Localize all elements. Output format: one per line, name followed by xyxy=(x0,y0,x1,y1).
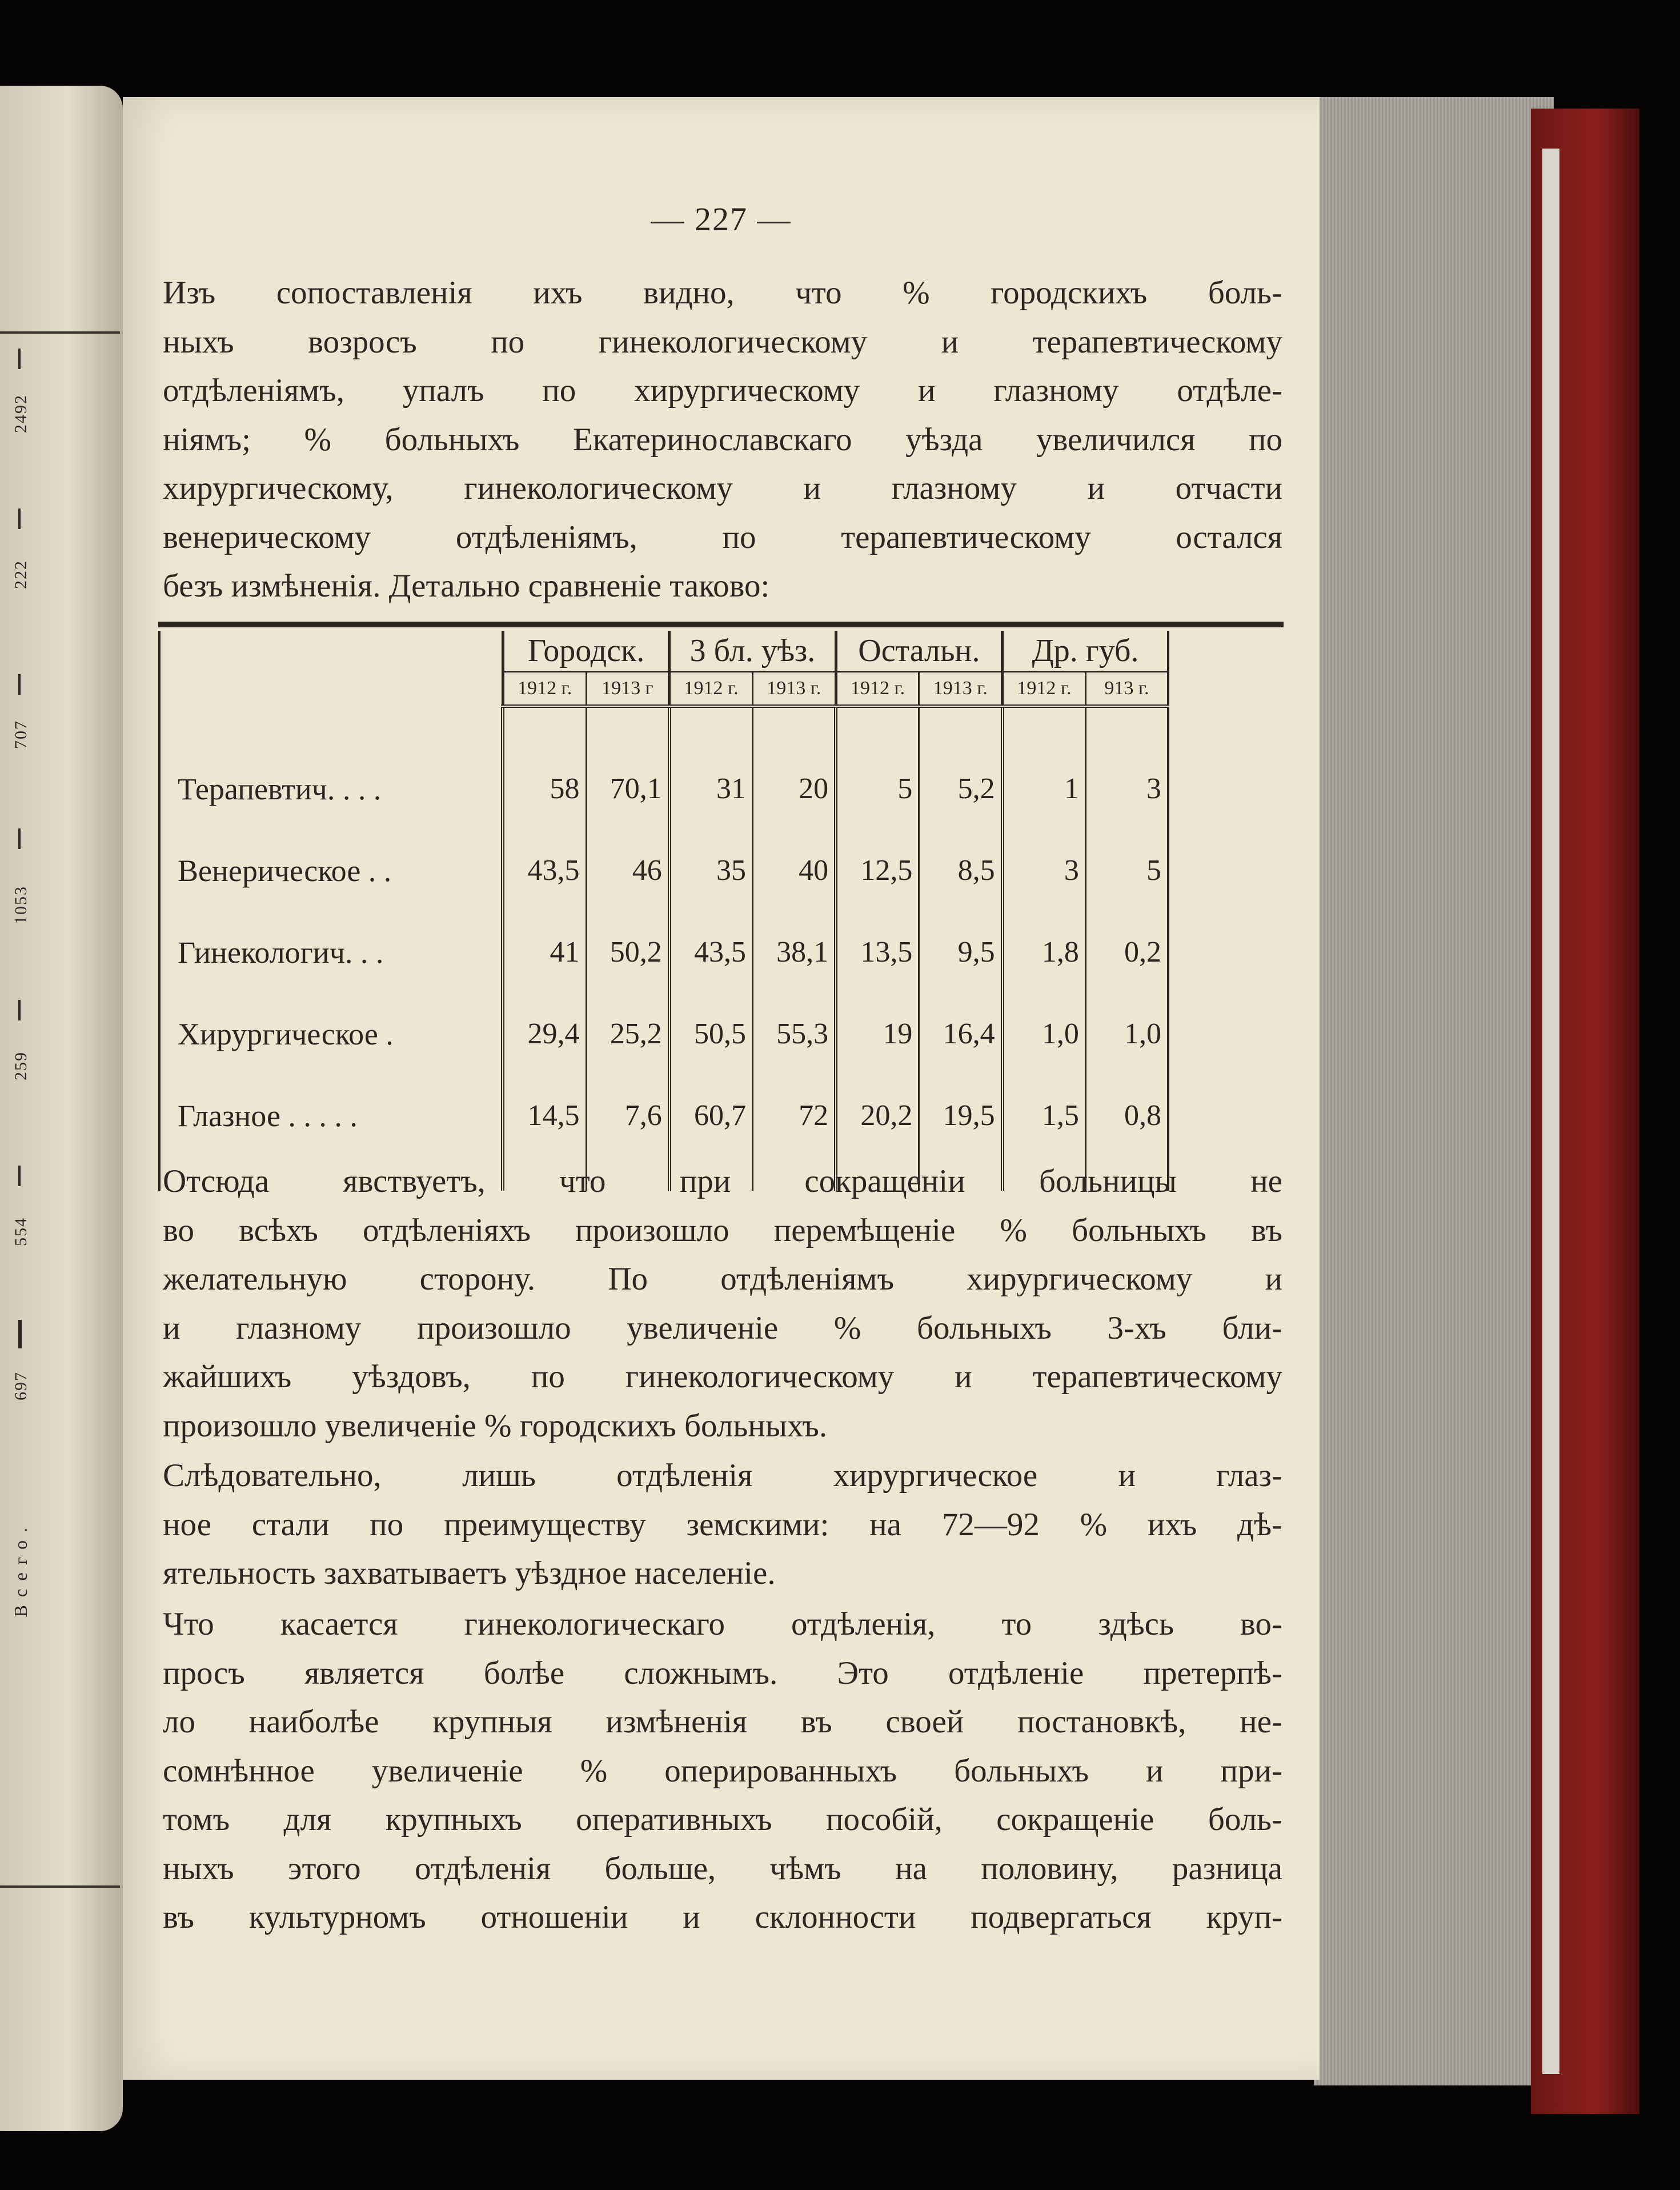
text-line: ныхъ возросъ по гинекологическому и терапевтическому xyxy=(163,323,1282,360)
text-line: жайшихъ уѣздовъ, по гинекологическому и терапевтическому xyxy=(163,1359,1282,1395)
table-cell: 19,5 xyxy=(919,1075,1003,1156)
left-page-fragment xyxy=(0,86,123,2131)
table-cell: 43,5 xyxy=(503,830,586,911)
table-cell: 38,1 xyxy=(752,911,836,993)
text-line: Что касается гинекологическаго отдѣленія, то здѣсь во- xyxy=(163,1606,1282,1642)
table-year-header: 1913 г. xyxy=(752,672,836,707)
text-line: хирургическому, гинекологическому и глазному и отчасти xyxy=(163,470,1282,506)
table-cell: 41 xyxy=(503,911,586,993)
text-line: просъ является болѣе сложнымъ. Это отдѣленіе претерпѣ- xyxy=(163,1655,1282,1691)
table-cell: 14,5 xyxy=(503,1075,586,1156)
table-row xyxy=(159,993,1168,1075)
table-cell: 20,2 xyxy=(836,1075,919,1156)
table-row xyxy=(159,911,1168,993)
table-cell: 1,0 xyxy=(1003,993,1086,1075)
left-page-number: 222 xyxy=(11,560,30,589)
table-cell: 3 xyxy=(1085,748,1168,830)
table-row xyxy=(159,748,1168,830)
left-page-dash xyxy=(18,509,21,529)
text-line: томъ для крупныхъ оперативныхъ пособій, сокращеніе боль- xyxy=(163,1801,1282,1837)
table-cell: 50,5 xyxy=(669,993,753,1075)
paragraph-2 xyxy=(163,1157,1282,1450)
table-cell: 31 xyxy=(669,748,753,830)
text-line: отдѣленіямъ, упалъ по хирургическому и глазному отдѣле- xyxy=(163,373,1282,409)
table-cell: 8,5 xyxy=(919,830,1003,911)
paragraph-1 xyxy=(163,269,1282,611)
left-page-rule xyxy=(0,1885,120,1888)
text-line: ятельность захватываетъ уѣздное населеніе. xyxy=(163,1555,776,1591)
paragraph-3 xyxy=(163,1451,1282,1598)
text-line: ное стали по преимуществу земскими: на 72—92 % ихъ дѣ- xyxy=(163,1506,1282,1543)
table-cell: 5 xyxy=(1085,830,1168,911)
text-line: Слѣдовательно, лишь отдѣленія хирургическое и глаз- xyxy=(163,1458,1282,1494)
table-year-header: 1912 г. xyxy=(836,672,919,707)
statistics-table-container xyxy=(158,622,1284,1191)
table-cell: 1,8 xyxy=(1003,911,1086,993)
left-page-total-label: Всего. xyxy=(10,1520,31,1618)
left-page-number: 2492 xyxy=(11,394,30,433)
text-line: венерическому отдѣленіямъ, по терапевтическому остался xyxy=(163,519,1282,555)
table-year-header: 1912 г. xyxy=(669,672,753,707)
text-line: безъ измѣненія. Детально сравненіе таково: xyxy=(163,568,770,604)
table-cell: 5 xyxy=(836,748,919,830)
table-group-header: Городск. xyxy=(503,631,669,672)
table-cell: 43,5 xyxy=(669,911,753,993)
statistics-table xyxy=(158,631,1169,1191)
table-cell: 55,3 xyxy=(752,993,836,1075)
table-cell: 19 xyxy=(836,993,919,1075)
table-top-rule xyxy=(158,622,1284,627)
table-cell: 12,5 xyxy=(836,830,919,911)
text-line: ніямъ; % больныхъ Екатеринославскаго уѣзда увеличился по xyxy=(163,421,1282,458)
text-line: ло наиболѣе крупныя измѣненія въ своей постановкѣ, не- xyxy=(163,1704,1282,1740)
table-year-header: 1913 г. xyxy=(919,672,1003,707)
table-cell: 58 xyxy=(503,748,586,830)
book-page-edges xyxy=(1314,97,1554,2085)
table-cell: 0,8 xyxy=(1085,1075,1168,1156)
text-line: произошло увеличеніе % городскихъ больныхъ. xyxy=(163,1407,828,1444)
text-line: ныхъ этого отдѣленія больше, чѣмъ на половину, разница xyxy=(163,1850,1282,1887)
table-row-label: Глазное . . . . . xyxy=(159,1075,503,1156)
book-page xyxy=(123,97,1320,2080)
left-page-number: 707 xyxy=(11,720,30,749)
table-cell: 0,2 xyxy=(1085,911,1168,993)
page-number: — 227 — xyxy=(651,201,792,238)
table-cell: 40 xyxy=(752,830,836,911)
table-cell: 50,2 xyxy=(586,911,669,993)
table-year-header: 1912 г. xyxy=(503,672,586,707)
table-cell: 9,5 xyxy=(919,911,1003,993)
text-line: Отсюда явствуетъ, что при сокращеніи больницы не xyxy=(163,1163,1282,1199)
text-line: въ культурномъ отношеніи и склонности подвергаться круп- xyxy=(163,1899,1282,1935)
table-cell: 70,1 xyxy=(586,748,669,830)
table-row-label: Терапевтич. . . . xyxy=(159,748,503,830)
left-page-number: 259 xyxy=(11,1051,30,1080)
left-page-number: 554 xyxy=(11,1217,30,1246)
table-cell: 46 xyxy=(586,830,669,911)
table-cell: 7,6 xyxy=(586,1075,669,1156)
table-cell: 20 xyxy=(752,748,836,830)
table-corner xyxy=(159,631,503,706)
left-page-dash xyxy=(18,1000,21,1020)
table-group-header: Др. губ. xyxy=(1003,631,1168,672)
table-year-header: 1913 г xyxy=(586,672,669,707)
table-cell: 60,7 xyxy=(669,1075,753,1156)
table-group-header: Остальн. xyxy=(836,631,1002,672)
table-row xyxy=(159,1075,1168,1156)
table-year-header: 1912 г. xyxy=(1003,672,1086,707)
table-row xyxy=(159,830,1168,911)
paragraph-4 xyxy=(163,1600,1282,1942)
table-cell: 3 xyxy=(1003,830,1086,911)
text-line: и глазному произошло увеличеніе % больныхъ 3-хъ бли- xyxy=(163,1310,1282,1346)
book-cover-edge xyxy=(1542,149,1559,2074)
table-group-header: 3 бл. уѣз. xyxy=(669,631,836,672)
table-cell: 16,4 xyxy=(919,993,1003,1075)
left-page-dash xyxy=(18,828,21,849)
left-page-dash xyxy=(18,674,21,695)
left-page-dash xyxy=(18,1166,21,1186)
table-cell: 1,5 xyxy=(1003,1075,1086,1156)
table-spacer-row xyxy=(159,706,1168,748)
table-cell: 35 xyxy=(669,830,753,911)
table-cell: 5,2 xyxy=(919,748,1003,830)
table-cell: 1 xyxy=(1003,748,1086,830)
text-line: Изъ сопоставленія ихъ видно, что % городскихъ боль- xyxy=(163,275,1282,311)
left-page-rule xyxy=(0,331,120,334)
left-page-number: 697 xyxy=(11,1371,30,1400)
left-page-dash xyxy=(18,1320,22,1348)
table-cell: 72 xyxy=(752,1075,836,1156)
left-page-dash xyxy=(18,349,21,369)
text-line: сомнѣнное увеличеніе % оперированныхъ больныхъ и при- xyxy=(163,1752,1282,1789)
table-year-header: 913 г. xyxy=(1085,672,1168,707)
table-group-header-row xyxy=(159,631,1168,672)
table-cell: 29,4 xyxy=(503,993,586,1075)
table-cell: 25,2 xyxy=(586,993,669,1075)
table-row-label: Хирургическое . xyxy=(159,993,503,1075)
left-page-number: 1053 xyxy=(11,886,30,924)
text-line: желательную сторону. По отдѣленіямъ хирургическому и xyxy=(163,1261,1282,1297)
text-line: во всѣхъ отдѣленіяхъ произошло перемѣщеніе % больныхъ въ xyxy=(163,1212,1282,1248)
table-row-label: Венерическое . . xyxy=(159,830,503,911)
table-cell: 1,0 xyxy=(1085,993,1168,1075)
table-row-label: Гинекологич. . . xyxy=(159,911,503,993)
table-cell: 13,5 xyxy=(836,911,919,993)
